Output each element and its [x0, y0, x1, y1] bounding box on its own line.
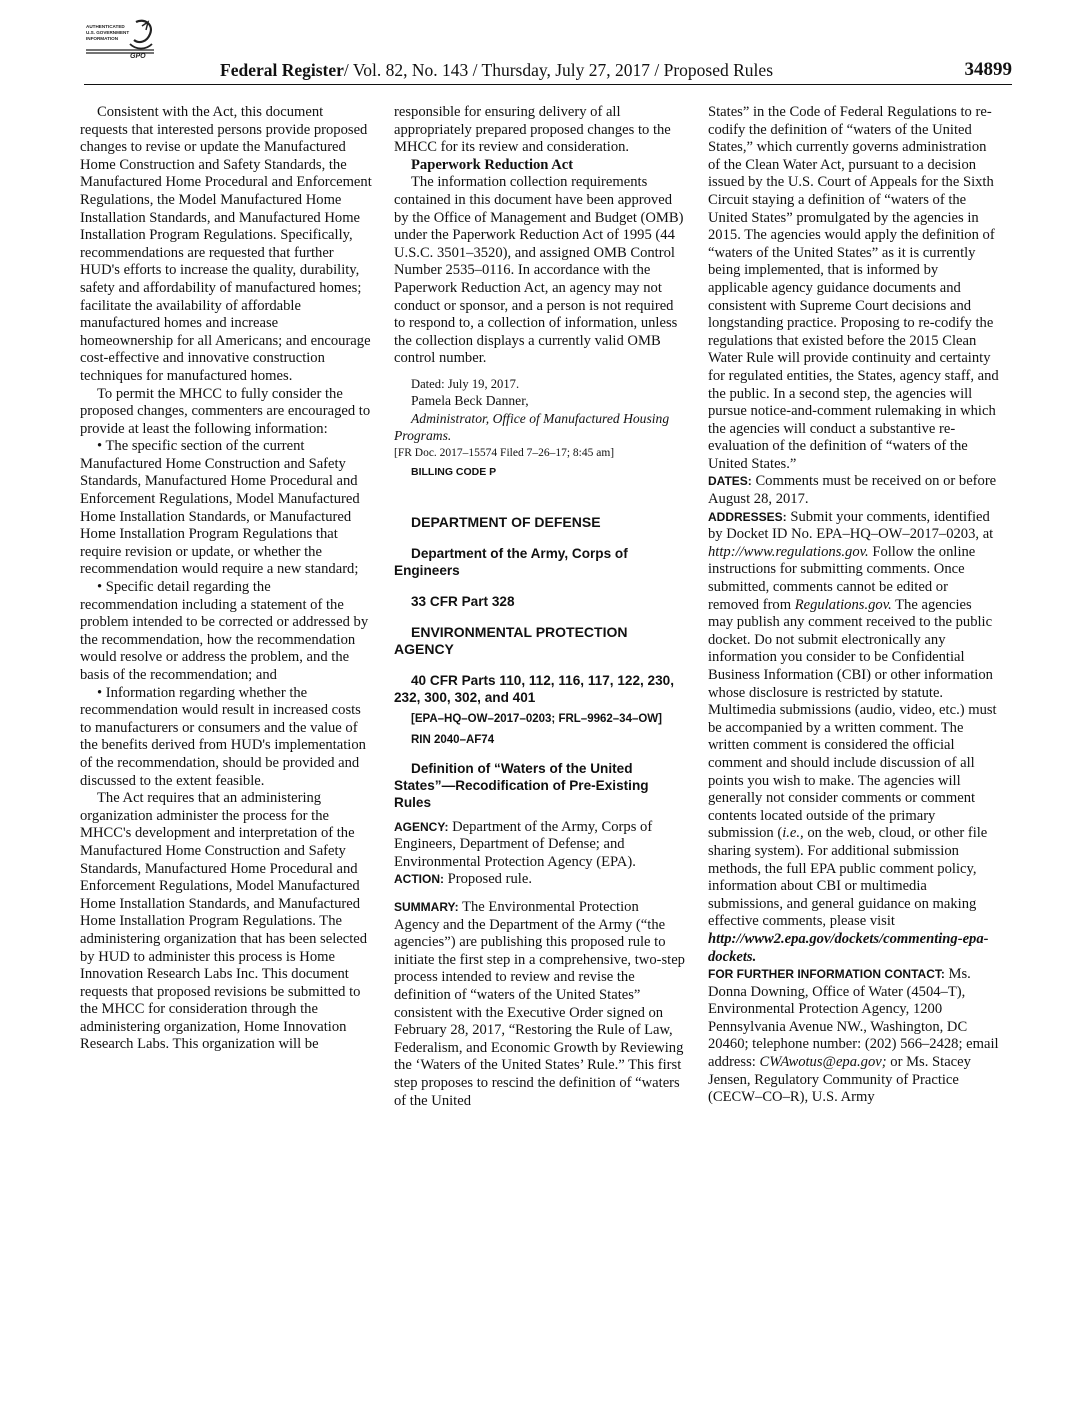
journal-name: Federal Register [220, 60, 344, 80]
contact-email-link[interactable]: CWAwotus@epa.gov; [759, 1054, 887, 1071]
column-1 [80, 104, 372, 1054]
action-label: ACTION: [394, 872, 444, 887]
paragraph: The Act requires that an administering organization administer the process for the MHCC's development and interpretation of the Manufactured Home Construction and Safety Standards, Manufactured Home Procedural and Enforcement Regulations, Model Manufactured Home Installation Standards, and Manufactured Home Installation Program Regulations. The administering organization that has been selected by HUD to administer this process is Home Innovation Research Labs Inc. This document requests that proposed revisions be submitted to the MHCC for consideration through the administering organization, Home Innovation Research Labs. This organization will be [80, 790, 368, 1053]
paragraph: To permit the MHCC to fully consider the proposed changes, commenters are encouraged to provide at least the following information: [80, 385, 371, 437]
running-header [84, 58, 1012, 85]
rule-title: Definition of “Waters of the United States”—Recodification of Pre-Existing Rules [394, 760, 649, 810]
volume-info: / Vol. 82, No. 143 / Thursday, July 27, 2017 / Proposed Rules [343, 60, 773, 80]
agency-label: AGENCY: [394, 819, 449, 834]
contact-label: FOR FURTHER INFORMATION CONTACT: [708, 967, 945, 982]
svg-text:INFORMATION: INFORMATION [86, 36, 119, 41]
bullet-item: • Information regarding whether the recommendation would result in increased costs to manufacturers or consumers and the value of the benefits derived from HUD's implementation of the recommendation, should be provided and discussed to the extent feasible. [80, 684, 366, 789]
svg-text:AUTHENTICATED: AUTHENTICATED [86, 24, 125, 29]
svg-text:U.S. GOVERNMENT: U.S. GOVERNMENT [86, 30, 130, 35]
sub-agency-heading: Department of the Army, Corps of Engineers [394, 545, 628, 578]
bullet-item: • The specific section of the current Manufactured Home Construction and Safety Standards, Manufactured Home Procedural and Enforcement Regulations, Model Manufactured Home Installation Standards, or Manufactured Home Installation Program Regulations that require revision or update, or whether the recommendation would require a new standard; [80, 438, 360, 578]
dates-label: DATES: [708, 474, 752, 489]
paragraph: The information collection requirements contained in this document have been approved by the Office of Management and Budget (OMB) under the Paperwork Reduction Act of 1995 (44 U.S.C. 3501–3520), and assigned OMB Control Number 2535–0116. In accordance with the Paperwork Reduction Act, an agency may not conduct or sponsor, and a person is not required to respond to, a collection of information, unless the collection displays a currently valid OMB control number. [394, 174, 684, 367]
paragraph: Consistent with the Act, this document requests that interested persons provide proposed changes to revise or update the Manufactured Home Construction and Safety Standards, the Manufactured Home Procedural and Enforcement Regulations, the Model Manufactured Home Installation Standards, and Manufactured Home Installation Program Regulations. Specifically, recommendations are requested that further HUD's efforts to increase the quality, durability, safety and affordability of manufactured homes; facilitate the availability of affordable manufactured homes and increase homeownership for all Americans; and encourage cost-effective and innovative construction techniques for manufactured homes. [80, 104, 372, 384]
epa-dockets-link[interactable]: http://www2.epa.gov/dockets/commenting-epa-dockets. [708, 930, 989, 965]
dated-line: Dated: July 19, 2017. [411, 376, 520, 391]
agency-heading: ENVIRONMENTAL PROTECTION AGENCY [394, 623, 628, 657]
agency-entry: AGENCY: Department of the Army, Corps of Engineers, Department of Defense; and Environmental Protection Agency (EPA). [394, 818, 653, 870]
paragraph-continued: responsible for ensuring delivery of all appropriately prepared proposed changes to the MHCC for its review and consideration. [394, 104, 671, 156]
header-title [220, 60, 773, 81]
signer-title: Administrator, Office of Manufactured Housing Programs. [394, 410, 670, 444]
svg-text:GPO: GPO [130, 53, 146, 60]
page-number: 34899 [964, 59, 1012, 80]
fr-doc-line: [FR Doc. 2017–15574 Filed 7–26–17; 8:45 am] [394, 446, 615, 459]
column-2 [394, 104, 686, 1110]
docket-line: [EPA–HQ–OW–2017–0203; FRL–9962–34–OW] [411, 712, 662, 725]
column-3 [708, 104, 1000, 1107]
dates-entry: DATES: Comments must be received on or before August 28, 2017. [708, 473, 997, 508]
bullet-item: • Specific detail regarding the recommendation including a statement of the problem intended to be corrected or addressed by the recommendation, how the recommendation would resolve or address the problem, and the basis of the recommendation; and [80, 579, 369, 683]
action-entry: ACTION: Proposed rule. [394, 871, 532, 888]
summary-continued: States” in the Code of Federal Regulations to re-codify the definition of “waters of the United States,” which currently governs administration of the Clean Water Act, pursuant to a decision issued by the U.S. Court of Appeals for the Sixth Circuit staying a definition of “waters of the United States” promulgated by the agencies in 2015. The agencies would apply the definition of “waters of the United States” as it is currently being implemented, that is informed by applicable agency guidance documents and consistent with Supreme Court decisions and longstanding practice. Proposing to re-codify the regulations that existed before the 2015 Clean Water Rule will provide continuity and certainty for regulated entities, the States, agency staff, and the public. In a second step, the agencies will pursue notice-and-comment rulemaking in which the agencies will conduct a substantive re-evaluation of the definition of “waters of the United States.” [708, 104, 999, 472]
summary-entry: SUMMARY: The Environmental Protection Agency and the Department of the Army (“the agencies”) are publishing this proposed rule to initiate the first step in a comprehensive, two-step process intended to review and revise the definition of “waters of the United States” consistent with the Executive Order signed on February 28, 2017, “Restoring the Rule of Law, Federalism, and Economic Growth by Reviewing the ‘Waters of the United States’ Rule.” This first step proposes to rescind the definition of “waters of the United [394, 899, 685, 1109]
gpo-authenticated-logo [84, 16, 158, 64]
contact-entry: FOR FURTHER INFORMATION CONTACT: Ms. Donna Downing, Office of Water (4504–T), Environmental Protection Agency, 1200 Pennsylvania Avenue NW., Washington, DC 20460; telephone number: (202) 566–2428; email address: CWAwotus@epa.gov; or Ms. Stacey Jensen, Regulatory Community of Practice (CECW–CO–R), U.S. Army [708, 966, 999, 1106]
regulations-gov-text: Regulations.gov. [794, 596, 892, 613]
summary-label: SUMMARY: [394, 900, 459, 915]
billing-code: BILLING CODE P [411, 465, 497, 478]
rin-line: RIN 2040–AF74 [411, 733, 495, 746]
section-heading: Paperwork Reduction Act [411, 156, 574, 173]
addresses-label: ADDRESSES: [708, 509, 787, 524]
cfr-part-heading: 33 CFR Part 328 [411, 593, 515, 609]
department-heading: DEPARTMENT OF DEFENSE [411, 513, 601, 530]
signer-name: Pamela Beck Danner, [411, 392, 529, 408]
cfr-parts-heading: 40 CFR Parts 110, 112, 116, 117, 122, 230, 232, 300, 302, and 401 [394, 672, 675, 705]
addresses-entry: ADDRESSES: Submit your comments, identified by Docket ID No. EPA–HQ–OW–2017–0203, at http://www.regulations.gov. Follow the online instructions for submitting comments. Once submitted, comments cannot be edited or removed from Regulations.gov. The agencies may publish any comment received to the public docket. Do not submit electronically any information you consider to be Confidential Business Information (CBI) or other information whose disclosure is restricted by statute. Multimedia submissions (audio, video, etc.) must be accompanied by a written comment. The written comment is considered the official comment and should include discussion of all points you wish to make. The agencies will generally not consider comments or comment contents located outside of the primary submission (i.e., on the web, cloud, or other file sharing system). For additional submission methods, the full EPA public comment policy, information about CBI or multimedia submissions, and general guidance on making effective comments, please visit http://www2.epa.gov/dockets/commenting-epa-dockets. [708, 508, 997, 965]
regulations-link[interactable]: http://www.regulations.gov. [708, 543, 869, 560]
